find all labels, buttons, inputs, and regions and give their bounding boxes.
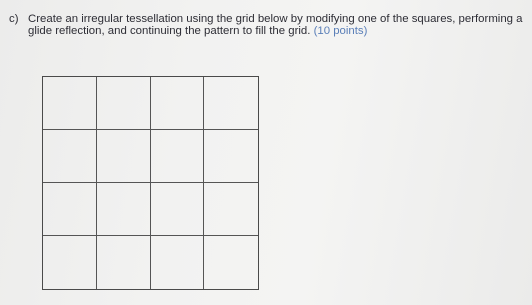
grid-cell xyxy=(43,77,97,130)
grid-cell xyxy=(151,183,205,236)
grid-cell xyxy=(43,130,97,183)
grid-cell xyxy=(97,183,151,236)
grid-cell xyxy=(151,236,205,289)
grid-cell xyxy=(43,183,97,236)
question-text: Create an irregular tessellation using the grid below by modifying one of the squares, performing a glide reflection, and continuing the pattern to fill the grid. xyxy=(28,13,523,37)
grid-cell xyxy=(43,236,97,289)
grid-cell xyxy=(151,77,205,130)
grid-cell xyxy=(204,77,258,130)
grid-cell xyxy=(204,183,258,236)
question-label: c) xyxy=(9,13,19,25)
grid-cell xyxy=(97,130,151,183)
grid-cell xyxy=(204,236,258,289)
tessellation-grid xyxy=(42,76,259,290)
grid-cell xyxy=(97,236,151,289)
grid-cell xyxy=(151,130,205,183)
grid-cell xyxy=(204,130,258,183)
grid-cell xyxy=(97,77,151,130)
question-text-block xyxy=(28,14,524,37)
points-value: (10 points) xyxy=(313,24,368,37)
